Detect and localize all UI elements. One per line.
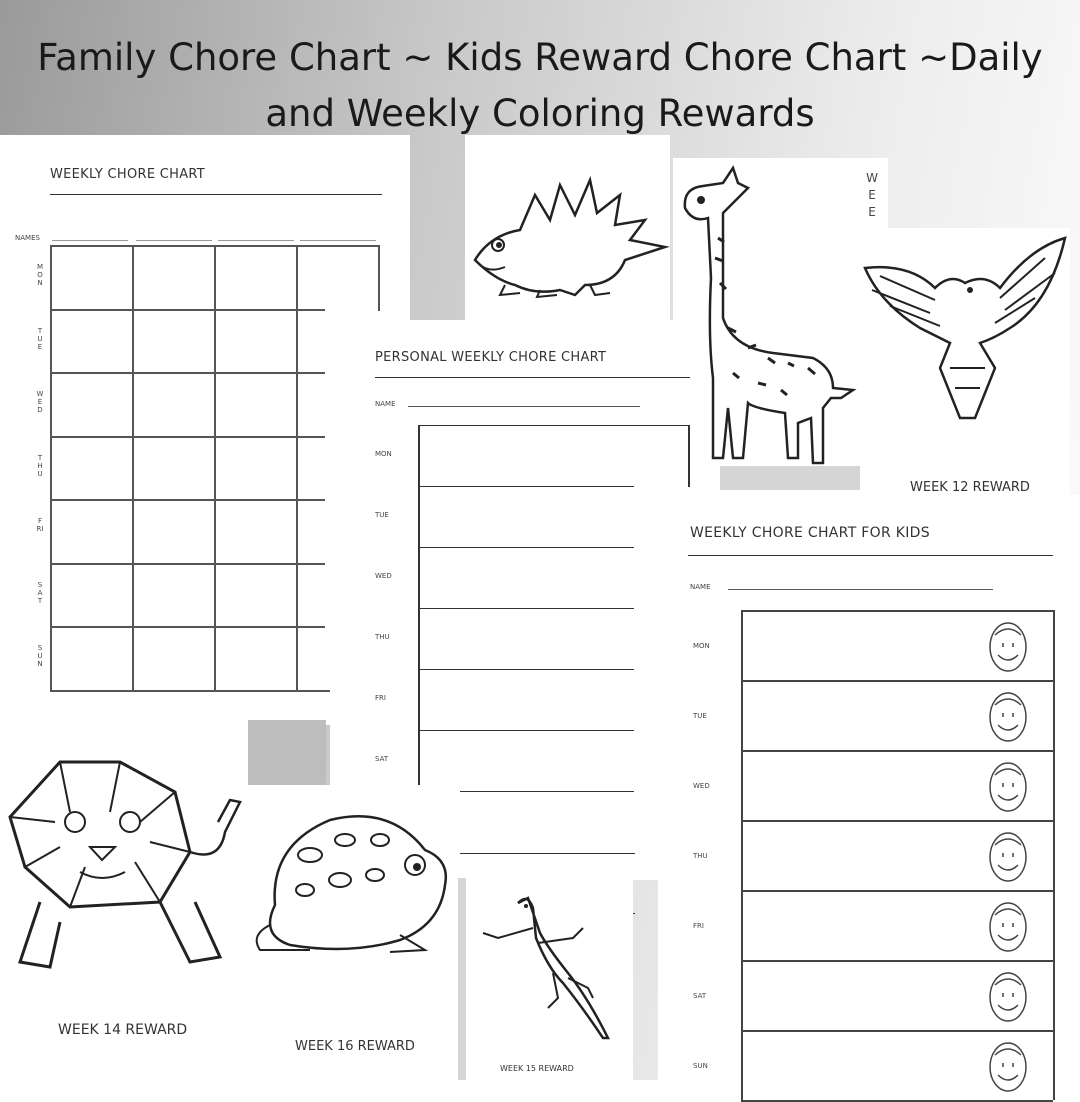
- gray-block: [248, 720, 326, 785]
- weekly-day-label: TUE: [37, 326, 43, 351]
- grid-col-line: [378, 245, 380, 311]
- personal-row-line: [418, 425, 690, 426]
- kids-day-label: MON: [693, 642, 710, 650]
- kids-row-line: [741, 960, 1053, 962]
- giraffe-sheet: [673, 158, 888, 498]
- personal-right-border: [688, 425, 690, 487]
- personal-name-label: NAME: [375, 400, 396, 408]
- bird-illustration: [860, 228, 1070, 438]
- personal-extra-line: [455, 853, 635, 854]
- row-doodle-icon: [983, 895, 1033, 955]
- title-line-1: Family Chore Chart ~ Kids Reward Chore Chart ~Daily: [37, 36, 1043, 79]
- weekly-day-label: MON: [36, 263, 44, 287]
- names-rule-4: [300, 240, 376, 241]
- names-rule-2: [136, 240, 212, 241]
- week12-reward-label: WEEK 12 REWARD: [910, 480, 1030, 495]
- grid-row-line: [50, 626, 325, 628]
- kids-row-line: [741, 750, 1053, 752]
- grid-col-line: [296, 245, 298, 692]
- kids-name-label: NAME: [690, 583, 711, 591]
- row-doodle-icon: [983, 825, 1033, 885]
- personal-name-rule: [408, 406, 640, 407]
- personal-row-line: [418, 547, 634, 548]
- personal-day-label: FRI: [375, 694, 386, 702]
- grid-row-line: [50, 309, 325, 311]
- weekly-day-label: FRI: [36, 517, 44, 533]
- title-line-2: and Weekly Coloring Rewards: [265, 92, 815, 135]
- kids-chart-heading: WEEKLY CHORE CHART FOR KIDS: [690, 525, 930, 541]
- giraffe-partial-heading: WEE: [866, 171, 878, 219]
- lion-illustration: [0, 722, 250, 992]
- personal-chart-heading: PERSONAL WEEKLY CHORE CHART: [375, 350, 607, 365]
- row-doodle-icon: [983, 685, 1033, 745]
- kids-row-line: [741, 890, 1053, 892]
- kids-day-label: TUE: [693, 712, 707, 720]
- kids-day-label: FRI: [693, 922, 704, 930]
- lion-sheet: [0, 722, 250, 1080]
- personal-left-border: [418, 425, 420, 801]
- giraffe-illustration: [673, 158, 863, 478]
- kids-chore-chart-sheet: [658, 495, 1080, 1080]
- kids-day-label: SUN: [693, 1062, 708, 1070]
- personal-day-label: SAT: [375, 755, 389, 763]
- grid-col-line: [132, 245, 134, 692]
- frog-illustration: [250, 785, 460, 965]
- week16-reward-label: WEEK 16 REWARD: [295, 1039, 415, 1054]
- porcupine-illustration: [465, 135, 670, 320]
- page-title: [0, 30, 1080, 142]
- kids-row-line: [741, 680, 1053, 682]
- bird-sheet: [860, 228, 1070, 503]
- personal-heading-rule: [375, 377, 690, 378]
- giraffe-gray-block: [720, 466, 860, 490]
- weekly-chart-heading: WEEKLY CHORE CHART: [50, 167, 206, 182]
- heading-rule: [50, 194, 382, 195]
- personal-row-line: [418, 730, 634, 731]
- kids-heading-rule: [688, 555, 1053, 556]
- frog-sheet: [250, 785, 460, 1080]
- kids-day-label: THU: [693, 852, 708, 860]
- names-label: NAMES: [15, 234, 40, 242]
- personal-row-line: [418, 669, 634, 670]
- names-rule-3: [218, 240, 294, 241]
- kids-row-line: [741, 610, 1053, 612]
- lizard-sheet: [458, 878, 633, 1080]
- row-doodle-icon: [983, 965, 1033, 1025]
- names-rule-1: [52, 240, 128, 241]
- personal-day-label: WED: [375, 572, 392, 580]
- row-doodle-icon: [983, 755, 1033, 815]
- kids-row-line: [741, 1030, 1053, 1032]
- kids-left-border: [741, 610, 743, 1100]
- week14-reward-label: WEEK 14 REWARD: [58, 1022, 188, 1038]
- porcupine-sheet: [465, 135, 670, 320]
- personal-day-label: MON: [375, 450, 392, 458]
- lizard-illustration: [458, 878, 628, 1048]
- personal-day-label: THU: [375, 633, 390, 641]
- row-doodle-icon: [983, 615, 1033, 675]
- personal-day-label: TUE: [375, 511, 389, 519]
- kids-right-border: [1053, 610, 1055, 1100]
- kids-name-rule: [728, 589, 993, 590]
- kids-day-label: WED: [693, 782, 710, 790]
- grid-row-line: [50, 499, 325, 501]
- grid-col-line: [50, 245, 52, 692]
- weekly-day-label: WED: [36, 390, 44, 414]
- week15-reward-label: WEEK 15 REWARD: [500, 1064, 574, 1073]
- kids-day-label: SAT: [693, 992, 707, 1000]
- weekly-day-label: THU: [37, 453, 43, 478]
- personal-row-line: [418, 486, 634, 487]
- grid-row-line: [50, 372, 325, 374]
- row-doodle-icon: [983, 1035, 1033, 1095]
- weekly-day-label: SAT: [37, 580, 43, 605]
- weekly-day-label: SUN: [37, 644, 43, 668]
- grid-col-line: [214, 245, 216, 692]
- grid-row-line: [50, 436, 325, 438]
- grid-row-line: [50, 563, 325, 565]
- personal-row-line: [418, 608, 634, 609]
- kids-row-line: [741, 820, 1053, 822]
